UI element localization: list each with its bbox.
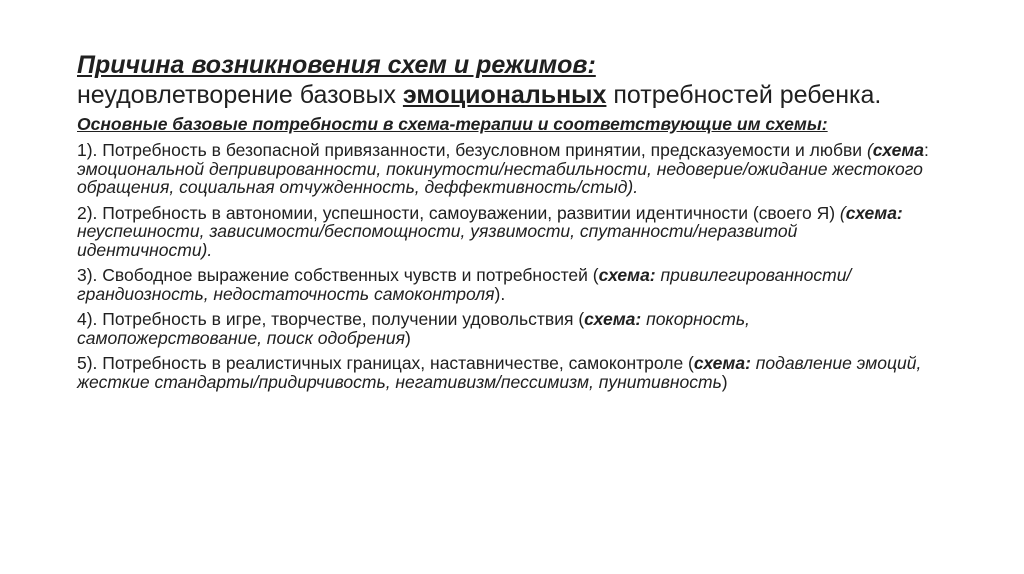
heading-title: Причина возникновения схем и режимов: bbox=[77, 51, 596, 79]
schema-open: ( bbox=[866, 140, 873, 160]
subheading: Основные базовые потребности в схема-терапии и соответствующие им схемы: bbox=[77, 114, 828, 134]
schema-label: схема: bbox=[598, 265, 656, 285]
need-item-2 bbox=[77, 204, 937, 260]
need-text: 3). Свободное выражение собственных чувств и потребностей bbox=[77, 265, 593, 285]
slide-heading bbox=[77, 50, 937, 110]
heading-emphasis: эмоциональных bbox=[402, 81, 607, 109]
need-item-1 bbox=[77, 141, 937, 197]
heading-text-before: неудовлетворение базовых bbox=[77, 81, 403, 109]
schema-close: ) bbox=[404, 327, 411, 348]
need-text: 2). Потребность в автономии, успешности, самоуважении, развитии идентичности (своего Я) bbox=[77, 202, 840, 223]
need-item-3 bbox=[77, 266, 937, 303]
schema-close: ). bbox=[494, 283, 506, 304]
schema-label: схема: bbox=[845, 202, 903, 223]
need-item-4 bbox=[77, 310, 937, 347]
need-item-5 bbox=[77, 354, 937, 391]
schema-open: ( bbox=[578, 309, 585, 329]
schema-list: привилегированности/грандиозность, недостаточность самоконтроля bbox=[77, 265, 852, 304]
schema-label: схема bbox=[872, 140, 924, 160]
schema-open: ( bbox=[688, 353, 694, 373]
schema-label: схема: bbox=[693, 353, 751, 373]
schema-list: подавление эмоций, жесткие стандарты/придирчивость, негативизм/пессимизм, пунитивность bbox=[77, 353, 922, 392]
schema-open: ( bbox=[592, 265, 599, 285]
schema-close: ) bbox=[721, 371, 728, 392]
schema-label: схема: bbox=[584, 309, 642, 329]
need-text: 4). Потребность в игре, творчестве, получении удовольствия bbox=[77, 309, 579, 329]
slide-content bbox=[77, 50, 937, 391]
schema-list: эмоциональной депривированности, покинутости/нестабильности, недоверие/ожидание жестокого обращения, социальная отчужденность, деффективность/стыд). bbox=[77, 158, 923, 197]
schema-open: ( bbox=[839, 202, 846, 223]
heading-text-after: потребностей ребенка. bbox=[606, 81, 882, 109]
schema-colon: : bbox=[924, 140, 929, 160]
schema-list: покорность, самопожерствование, поиск одобрения bbox=[77, 309, 750, 348]
schema-list: неуспешности, зависимости/беспомощности, уязвимости, спутанности/неразвитой идентичности). bbox=[77, 221, 798, 260]
need-text: 5). Потребность в реалистичных границах, наставничестве, самоконтроле bbox=[77, 353, 689, 373]
need-text: 1). Потребность в безопасной привязанности, безусловном принятии, предсказуемости и любви bbox=[77, 140, 867, 160]
